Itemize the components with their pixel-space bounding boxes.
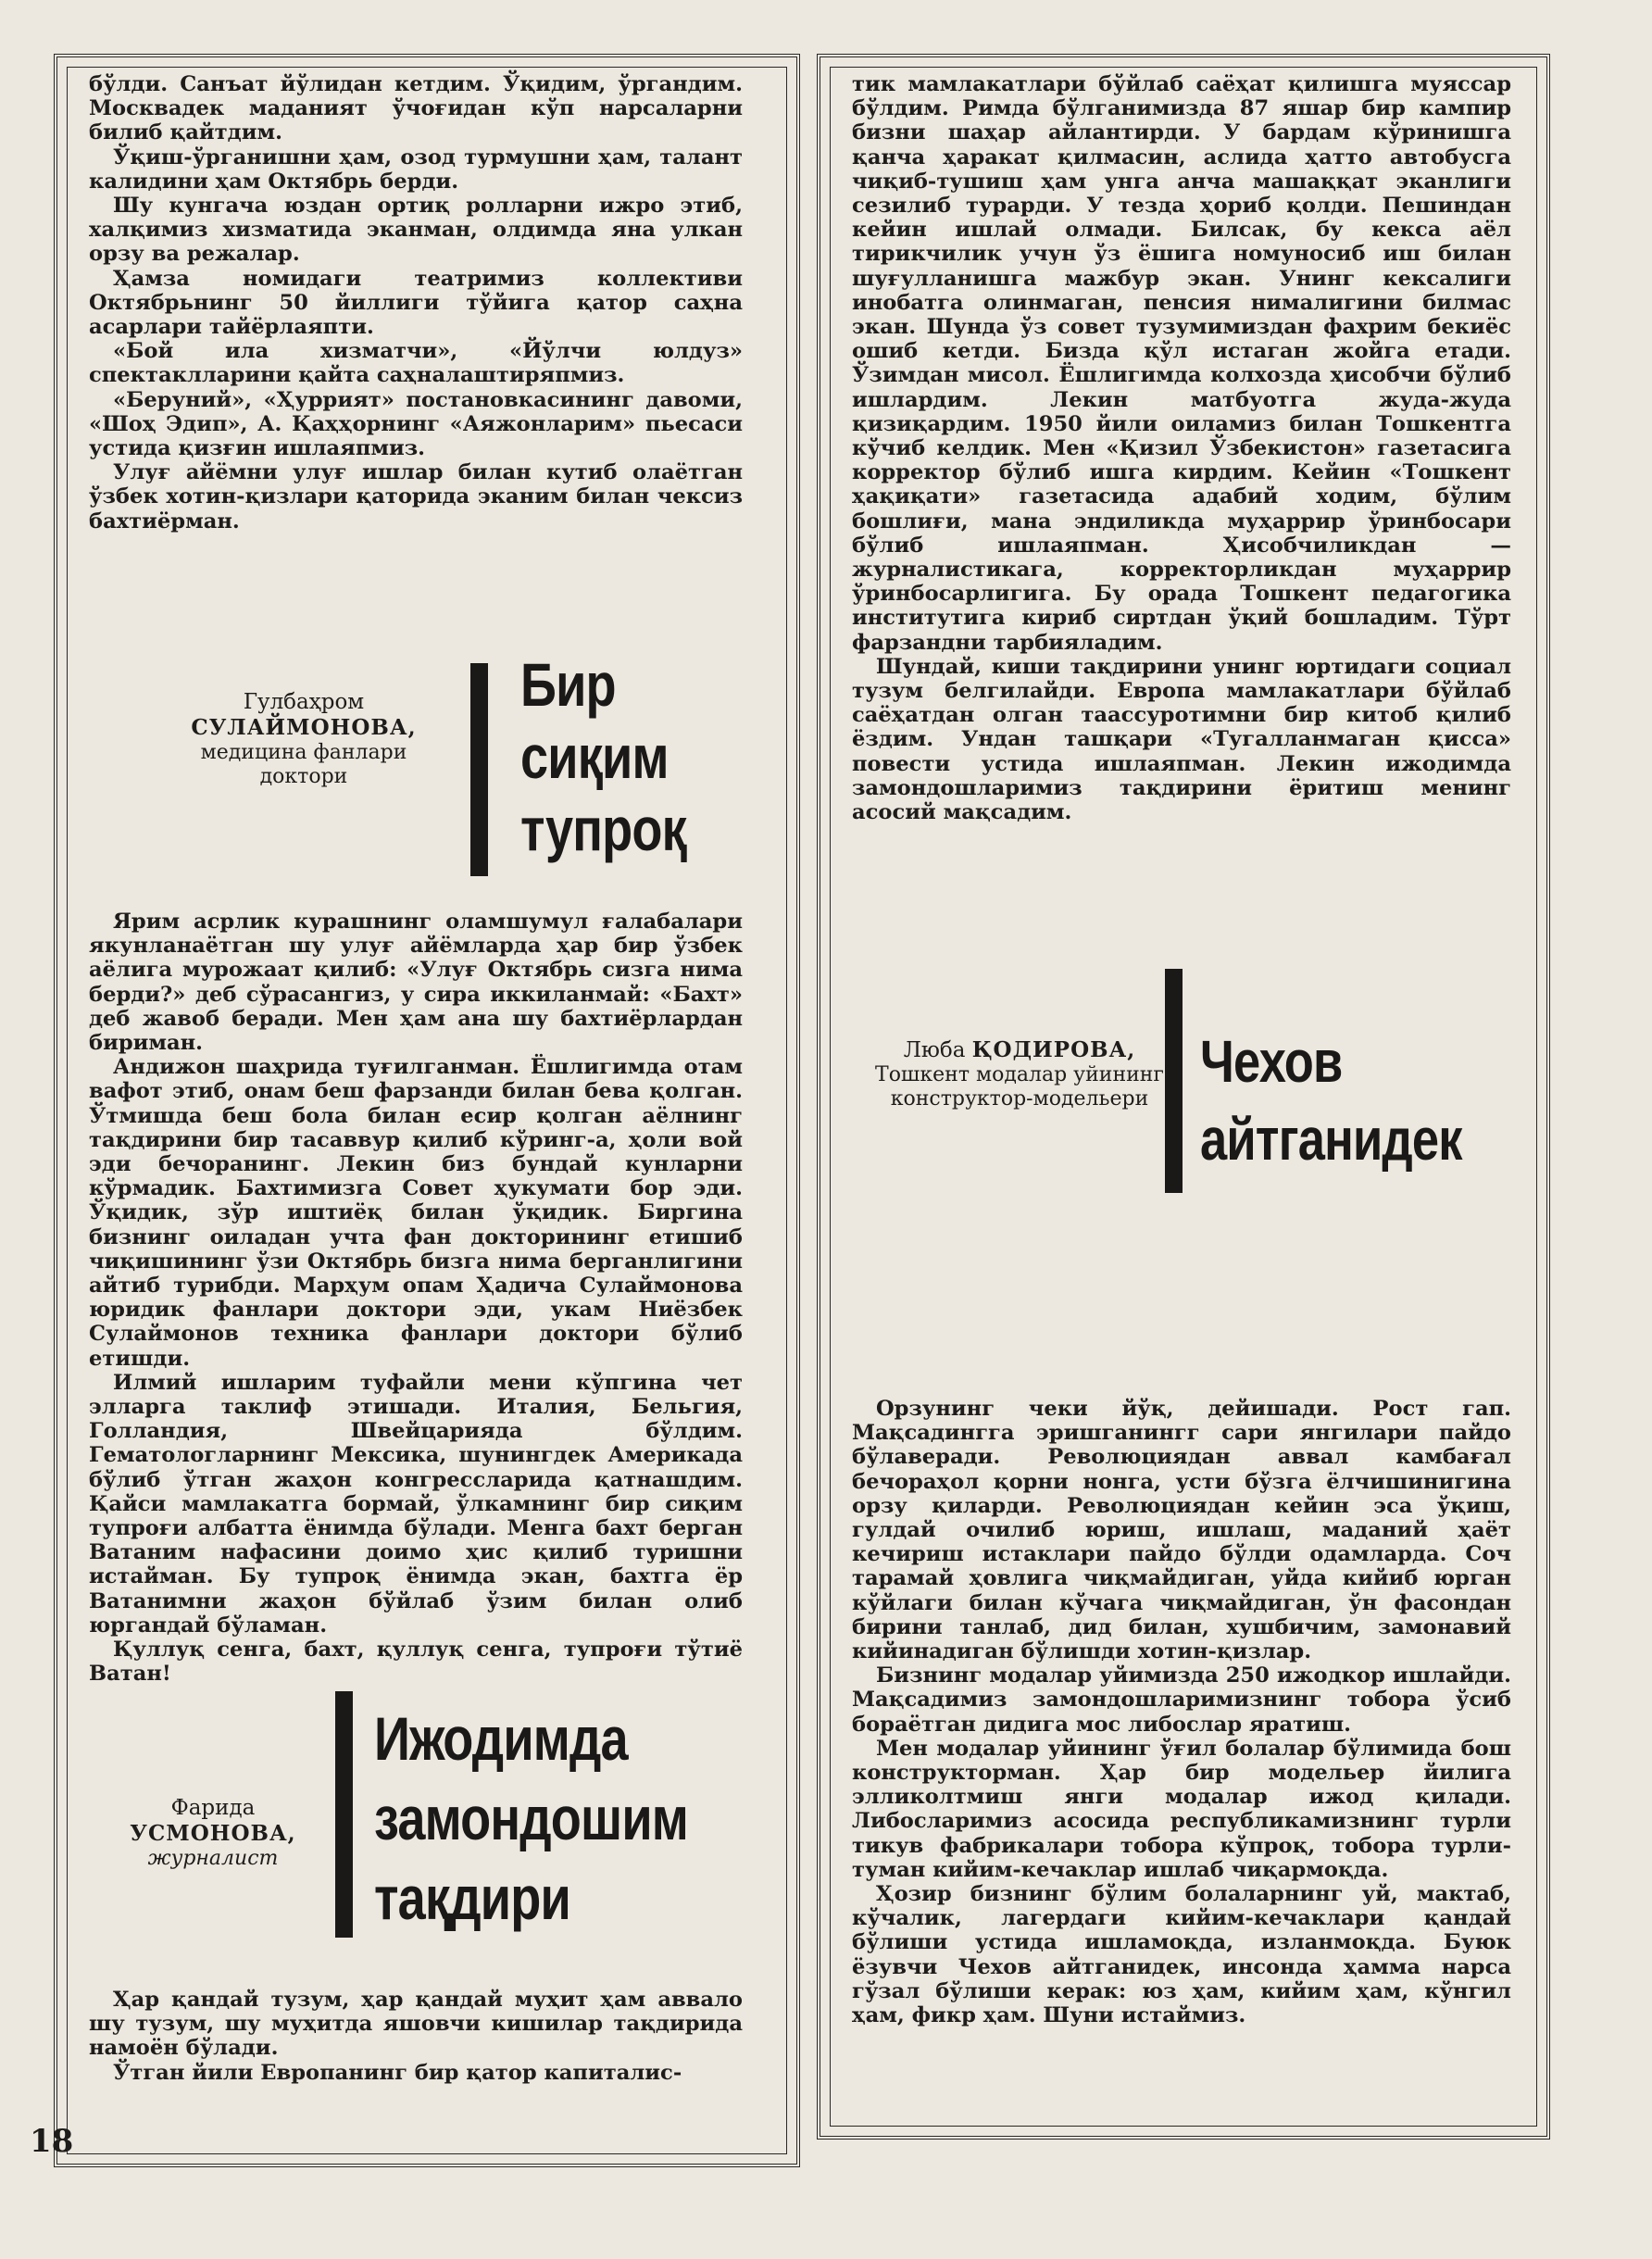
paragraph: Ўтган йили Европанинг бир қатор капиталис- — [113, 2060, 682, 2085]
author-surname: ҚОДИРОВА, — [971, 1037, 1136, 1062]
headline-bar — [1165, 969, 1183, 1193]
article2-title — [374, 1699, 688, 1938]
author-given-name: Фарида — [170, 1796, 256, 1820]
page-number: 18 — [30, 2123, 74, 2160]
article1-byline — [165, 689, 443, 789]
author-given-name: Люба — [903, 1038, 966, 1062]
paragraph: Ҳозир бизнинг бўлим болаларнинг уй, мактаб, кўчалик, лагердаги кийим-кечаклари қандай бўлиши устида ишламоқда, изланмоқда. Буюк ёзувчи Чехов айтганидек, инсонда ҳамма нарса гўзал бўлиши керак: юз ҳам, кийим ҳам, кўнгил ҳам, фикр ҳам. Шуни истаймиз. — [852, 1882, 1511, 2028]
author-surname: УСМОНОВА, — [130, 1821, 296, 1846]
paragraph: Улуғ айёмни улуғ ишлар билан кутиб олаётган ўзбек хотин-қизлари қаторида эканим билан чексиз бахтиёрман. — [89, 460, 743, 533]
paragraph: бўлди. Санъат йўлидан кетдим. Ўқидим, ўргандим. Москвадек маданият ўчоғидан кўп нарсаларни билиб қайтдим. — [89, 72, 743, 145]
paragraph: Андижон шаҳрида туғилганман. Ёшлигимда отам вафот этиб, онам беш фарзанди билан бева қолган. Ўтмишда беш бола билан есир қолган аёлнинг тақдирини бир тасаввур қилиб кўринг-а, ҳоли вой эди бечоранинг. Лекин биз бундай кунларни кўрмадик. Бахтимизга Совет ҳукумати бор эди. Ўқидик, зўр иштиёқ билан ўқидик. Биргина бизнинг оиладан учта фан докторининг етишиб чиқишининг ўзи Октябрь бизга нима берганлигини айтиб турибди. Марҳум опам Ҳадича Сулаймонова юридик фанлари доктори эди, укам Ниёзбек Сулаймонов техника фанлари доктори бўлиб етишди. — [89, 1055, 743, 1371]
paragraph: «Бой ила хизматчи», «Йўлчи юлдуз» спектаклларини қайта саҳналаштиряпмиз. — [89, 339, 743, 388]
headline-bar — [335, 1691, 353, 1938]
intro-text — [89, 72, 743, 533]
title-line: айтганидек — [1200, 1106, 1462, 1173]
paragraph: Ўқиш-ўрганишни ҳам, озод турмушни ҳам, талант калидини ҳам Октябрь берди. — [89, 144, 743, 194]
author-role: журналист — [147, 1847, 279, 1870]
headline-bar — [470, 663, 488, 876]
title-line: Бир — [520, 650, 616, 719]
paragraph: «Беруний», «Ҳуррият» постановкасининг давоми, «Шоҳ Эдип», А. Қаҳҳорнинг «Аяжонларим» пьесаси устида қизғин ишлаяпмиз. — [89, 387, 743, 461]
paragraph: Ҳар қандай тузум, ҳар қандай муҳит ҳам аввало шу тузум, шу муҳитда яшовчи кишилар тақдирида намоён бўлади. — [89, 1988, 743, 2061]
paragraph: Ярим асрлик курашнинг оламшумул ғалабалари якунланаётган шу улуғ айёмларда ҳар бир ўзбек аёлига мурожаат қилиб: «Улуғ Октябрь сизга нима берди?» деб сўрасангиз, у сира иккиланмай: «Бахт» деб жавоб беради. Мен ҳам ана шу бахтиёрлардан бириман. — [89, 910, 743, 1056]
article1-body — [89, 910, 743, 1687]
title-line: тупроқ — [520, 795, 686, 863]
title-line: тақдири — [374, 1864, 570, 1932]
title-line: замондошим — [374, 1784, 688, 1852]
article3-byline — [848, 1037, 1191, 1111]
paragraph: тик мамлакатлари бўйлаб саёҳат қилишга муяссар бўлдим. Римда бўлганимизда 87 яшар бир кампир бизни шаҳар айлантирди. У бардам кўринишга қанча ҳаракат қилмасин, аслида ҳатто автобусга чиқиб-тушиш ҳам унга анча машаққат эканлиги сезилиб турарди. У тезда ҳориб қолди. Пешиндан кейин ишлай олмади. Билсак, бу кекса аёл тирикчилик учун ўз ёшига номуносиб иш билан шуғулланишга мажбур экан. Унинг кексалиги инобатга олинмаган, пенсия нималигини билмас экан. Шунда ўз совет тузумимиздан фахрим бекиёс ошиб кетди. Бизда қўл истаган жойга етади. Ўзимдан мисол. Ёшлигимда колхозда ҳисобчи бўлиб ишлардим. Лекин матбуотга жуда-жуда қизиқардим. 1950 йили оиламиз билан Тошкентга кўчиб келдик. Мен «Қизил Ўзбекистон» газетасига корректор бўлиб ишга кирдим. Кейин «Тошкент ҳақиқати» газетасида адабий ходим, бўлим бошлиғи, мана эндиликда муҳаррир ўринбосари бўлиб ишлаяпман. Ҳисобчиликдан — журналистикага, корректорликдан муҳаррир ўринбосарлигига. Бу орада Тошкент педагогика институтига кириб сиртдан ўқий бошладим. Тўрт фарзандни тарбияладим. — [852, 72, 1511, 655]
paragraph: Мен модалар уйининг ўғил болалар бўлимида бош конструкторман. Ҳар бир модельер йилига элликолтмиш янги модалар ижод қилади. Либосларимиз асосида республикамизнинг турли тикув фабрикалари тобора кўпроқ, тобора турли-туман кийим-кечаклар ишлаб чиқармоқда. — [852, 1736, 1511, 1882]
paragraph: Ҳамза номидаги театримиз коллективи Октябрьнинг 50 йиллиги тўйига қатор саҳна асарлари тайёрлаяпти. — [89, 266, 743, 340]
author-role: Тошкент модалар уйининг конструктор-модельери — [875, 1063, 1164, 1111]
article3-body — [852, 1397, 1511, 2027]
title-line: сиқим — [520, 722, 669, 791]
article1-title — [520, 648, 686, 865]
author-name-line — [848, 1037, 1191, 1063]
author-role: медицина фанлари доктори — [200, 741, 407, 788]
title-line: Чехов — [1200, 1028, 1343, 1095]
paragraph: Шу кунгача юздан ортиқ ролларни ижро этиб, халқимиз хизматида эканман, олдимда яна улкан орзу ва режалар. — [89, 194, 743, 267]
article3-title — [1200, 1023, 1462, 1178]
paragraph: Орзунинг чеки йўқ, дейишади. Рост гап. Мақсадингга эришганингг сари янгилари пайдо бўлаверади. Революциядан аввал камбағал бечораҳол қорни нонга, усти бўзга ёлчишинигина орзу қиларди. Революциядан кейин эса ўқиш, гулдай очилиб юриш, ишлаш, маданий ҳаёт кечириш истаклари пайдо бўлди одамларда. Соч тарамай ҳовлига чиқмайдиган, уйда кийиб юрган кўйлаги билан кўчага чиқмайдиган, ўн фасондан бирини танлаб, дид билан, хушбичим, замонавий кийинадиган бўлишди хотин-қизлар. — [852, 1397, 1511, 1664]
paragraph: Бизнинг модалар уйимизда 250 ижодкор ишлайди. Мақсадимиз замондошларимизнинг тобора ўсиб бораётган дидига мос либослар яратиш. — [852, 1663, 1511, 1737]
article2-continuation — [852, 72, 1511, 824]
paragraph: Шундай, киши тақдирини унинг юртидаги социал тузум белгилайди. Европа мамлакатлари бўйлаб саёҳатдан олган таассуротимни бир китоб қилиб ёздим. Ундан ташқари «Тугалланмаган қисса» повести устида ишлаяпман. Лекин ижодимда замондошларимиз тақдирини ёритиш менинг асосий мақсадим. — [852, 654, 1511, 825]
article2-body — [89, 1988, 743, 2085]
paragraph: Илмий ишларим туфайли мени кўпгина чет элларга таклиф этишади. Италия, Бельгия, Голландия, Швейцарияда бўлдим. Гематологларнинг Мексика, шунингдек Америкада бўлиб ўтган жаҳон конгрессларида қатнашдим. Қайси мамлакатга бормай, ўлкамнинг бир сиқим тупроғи албатта ёнимда бўлади. Менга бахт берган Ватаним нафасини доимо ҳис қилиб туришни истайман. Бу тупроқ ёнимда экан, бахтга ёр Ватанимни жаҳон бўйлаб ўзим билан олиб юргандай бўламан. — [89, 1370, 743, 1638]
article2-byline — [93, 1795, 333, 1871]
author-given-name: Гулбаҳром — [243, 690, 365, 714]
author-surname: СУЛАЙМОНОВА, — [191, 715, 417, 740]
title-line: Ижодимда — [374, 1704, 628, 1773]
paragraph: Қуллуқ сенга, бахт, қуллуқ сенга, тупроғи тўтиё Ватан! — [89, 1638, 743, 1687]
